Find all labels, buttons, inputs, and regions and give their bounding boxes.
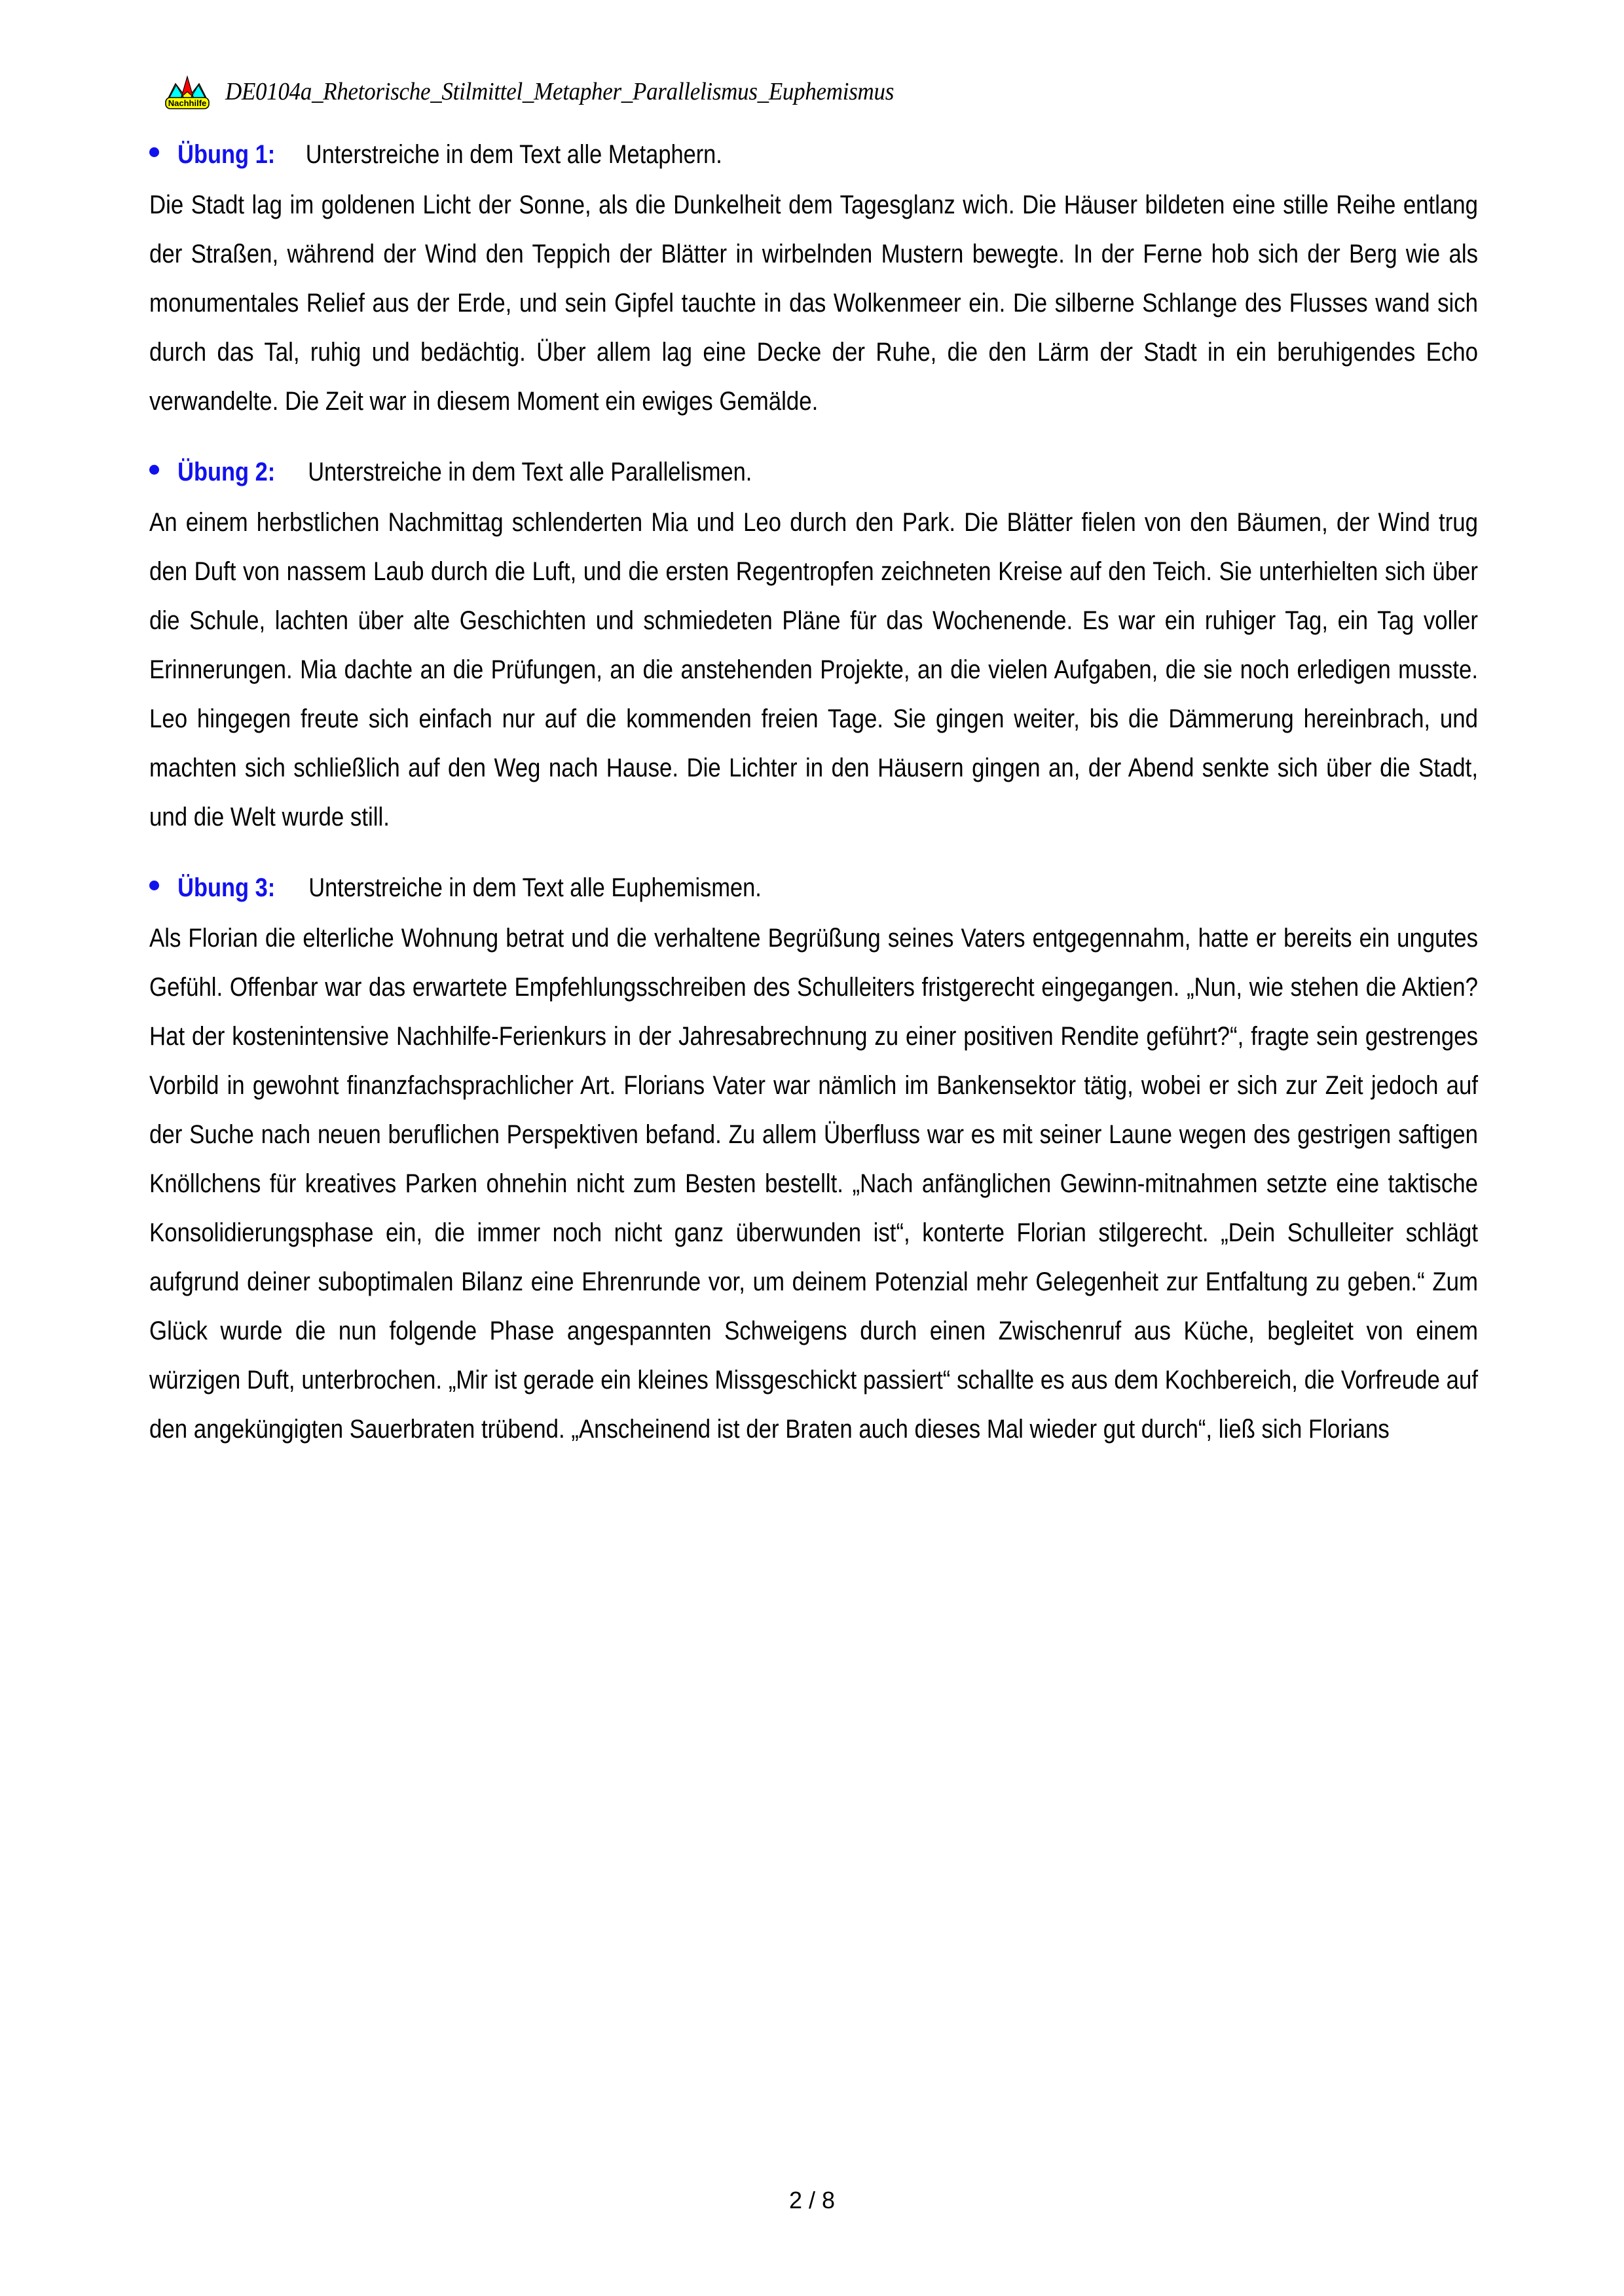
page-header xyxy=(164,65,1473,118)
page-footer xyxy=(0,2187,1624,2214)
document-body xyxy=(149,137,1477,1472)
document-title: DE0104a_Rhetorische_Stilmittel_Metapher_Parallelismus_Euphemismus xyxy=(225,78,895,105)
exercise-text-2: An einem herbstlichen Nachmittag schlenderten Mia und Leo durch den Park. Die Blätter fielen von den Bäumen, der Wind trug den Duft von nassem Laub durch die Luft, und die ersten Regentropfen zeichneten Kreise auf den Teich. Sie unterhielten sich über die Schule, lachten über alte Geschichten und schmiedeten Pläne für das Wochenende. Es war ein ruhiger Tag, ein Tag voller Erinnerungen. Mia dachte an die Prüfungen, an die anstehenden Projekte, an die vielen Aufgaben, die sie noch erledigen musste. Leo hingegen freute sich einfach nur auf die kommenden freien Tage. Sie gingen weiter, bis die Dämmerung hereinbrach, und machten sich schließlich auf den Weg nach Hause. Die Lichter in den Häusern gingen an, der Abend senkte sich über die Stadt, und die Welt wurde still. xyxy=(149,508,1479,831)
bullet-icon xyxy=(149,881,159,890)
exercise-heading-2 xyxy=(149,455,1477,489)
exercise-heading-3 xyxy=(149,871,1477,905)
exercise-instruction-3: Unterstreiche in dem Text alle Euphemismen. xyxy=(308,873,762,902)
exercise-label-1: Übung 1: xyxy=(177,140,276,169)
exercise-label-3: Übung 3: xyxy=(177,873,276,902)
exercise-text-1: Die Stadt lag im goldenen Licht der Sonne, als die Dunkelheit dem Tagesglanz wich. Die Häuser bildeten eine stille Reihe entlang der Straßen, während der Wind den Teppich der Blätter in wirbelnden Mustern bewegte. In der Ferne hob sich der Berg wie als monumentales Relief aus der Erde, und sein Gipfel tauchte in das Wolkenmeer ein. Die silberne Schlange des Flusses wand sich durch das Tal, ruhig und bedächtig. Über allem lag eine Decke der Ruhe, die den Lärm der Stadt in ein beruhigendes Echo verwandelte. Die Zeit war in diesem Moment ein ewiges Gemälde. xyxy=(149,191,1479,416)
bullet-icon xyxy=(149,147,159,157)
nachhilfe-logo-icon xyxy=(164,72,211,111)
exercise-instruction-2: Unterstreiche in dem Text alle Parallelismen. xyxy=(308,458,752,486)
exercise-label-2: Übung 2: xyxy=(177,458,276,486)
exercise-instruction-1: Unterstreiche in dem Text alle Metaphern. xyxy=(306,140,723,169)
exercise-heading-1 xyxy=(149,137,1477,172)
svg-text:Nachhilfe: Nachhilfe xyxy=(168,98,207,108)
exercise-text-3: Als Florian die elterliche Wohnung betrat und die verhaltene Begrüßung seines Vaters entgegennahm, hatte er bereits ein ungutes Gefühl. Offenbar war das erwartete Empfehlungsschreiben des Schulleiters fristgerecht eingegangen. „Nun, wie stehen die Aktien? Hat der kostenintensive Nachhilfe-Ferienkurs in der Jahresabrechnung zu einer positiven Rendite geführt?“, fragte sein gestrenges Vorbild in gewohnt finanzfachsprachlicher Art. Florians Vater war nämlich im Bankensektor tätig, wobei er sich zur Zeit jedoch auf der Suche nach neuen beruflichen Perspektiven befand. Zu allem Überfluss war es mit seiner Laune wegen des gestrigen saftigen Knöllchens für kreatives Parken ohnehin nicht zum Besten bestellt. „Nach anfänglichen Gewinn-mitnahmen setzte eine taktische Konsolidierungsphase ein, die immer noch nicht ganz überwunden ist“, konterte Florian stilgerecht. „Dein Schulleiter schlägt aufgrund deiner suboptimalen Bilanz eine Ehrenrunde vor, um deinem Potenzial mehr Gelegenheit zur Entfaltung zu geben.“ Zum Glück wurde die nun folgende Phase angespannten Schweigens durch einen Zwischenruf aus Küche, begleitet von einem würzigen Duft, unterbrochen. „Mir ist gerade ein kleines Missgeschickt passiert“ schallte es aus dem Kochbereich, die Vorfreude auf den angeküngigten Sauerbraten trübend. „Anscheinend ist der Braten auch dieses Mal wieder gut durch“, ließ sich Florians xyxy=(149,924,1479,1444)
page-number: 2 / 8 xyxy=(788,2187,836,2214)
bullet-icon xyxy=(149,465,159,475)
